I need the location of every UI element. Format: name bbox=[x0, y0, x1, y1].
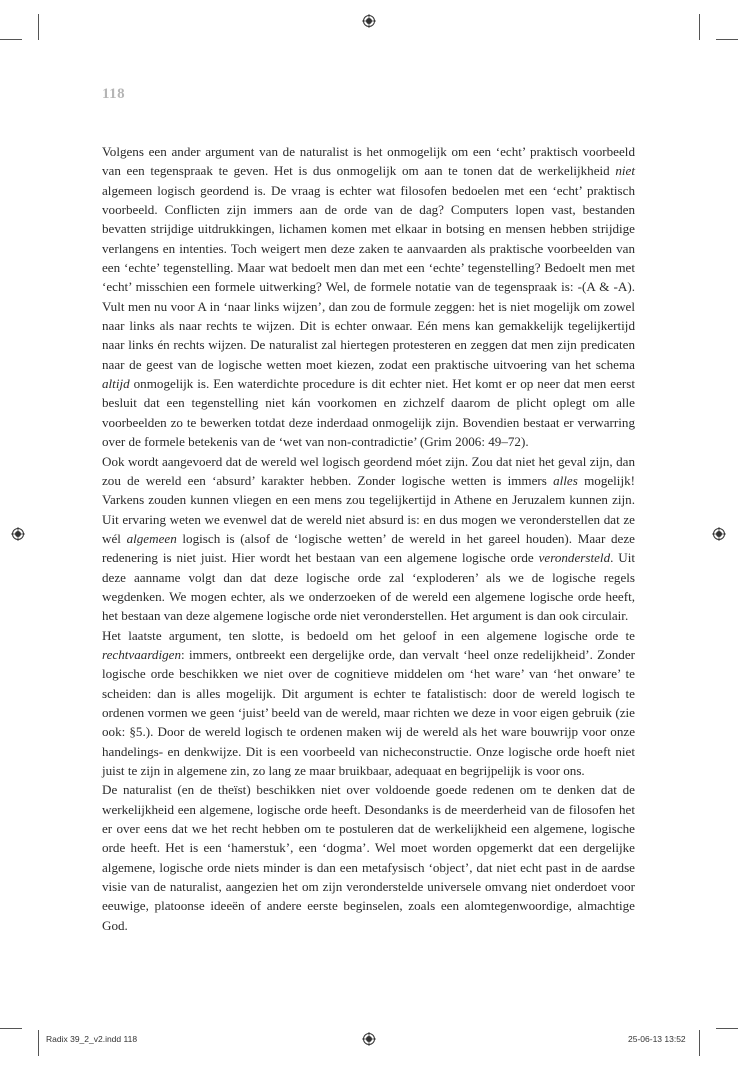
crop-mark-bottom-right-v bbox=[699, 1030, 700, 1056]
crop-mark-top-left-h bbox=[0, 39, 22, 40]
text-run: algemeen logisch geordend is. De vraag is echter wat filosofen bedoelen met een ‘echt’ praktisch voorbeeld. Conflicten zijn immers aan de orde van de dag? Computers lopen vast, bestanden bevatten strijdige uitdrukkingen, lichamen komen met elkaar in botsing en mensen hebben strijdige verlangens en intenties. Toch weigert men deze zaken te aanvaarden als praktische voorbeelden van een ‘echte’ tegenstelling. Maar wat bedoelt men dan met een ‘echte’ tegenstelling? Bedoelt men met ‘echt’ misschien een formele uitwerking? Wel, de formele notatie van de tegenspraak is: -(A & -A). Vult men nu voor A in ‘naar links wijzen’, dan zou de formule zeggen: het is niet mogelijk om zowel naar links als naar rechts te wijzen. Dit is echter onwaar. Eén mens kan gemakkelijk tegelijkertijd naar links én rechts wijzen. De naturalist zal hiertegen protesteren en zeggen dat men zijn predicaten naar de geest van de logische wetten moet kiezen, zodat een praktische uitvoering van het schema bbox=[102, 182, 635, 372]
paragraph bbox=[102, 780, 635, 935]
registration-mark-icon bbox=[712, 527, 726, 541]
registration-mark-icon bbox=[11, 527, 25, 541]
emphasis-text: altijd bbox=[102, 376, 130, 392]
crop-mark-top-left-v bbox=[38, 14, 39, 40]
paragraph bbox=[102, 626, 635, 781]
text-run: . Uit deze aanname volgt dan dat deze logische orde zal ‘exploderen’ als we de logische regels wegdenken. We mogen echter, als we onderzoeken of de wereld een algemene logische orde heeft, het bestaan van deze algemene logische orde niet veronderstellen. Het argument is dan ook circulair. bbox=[102, 550, 635, 624]
text-run: onmogelijk is. Een waterdichte procedure is dit echter niet. Het komt er op neer dat men eerst besluit dat een tegenstelling niet kán voorkomen en zichzelf daarom de plicht oplegt om alle voorbeelden zo te bewerken totdat deze inderdaad onmogelijk zijn. Bovendien bestaat er verwarring over de formele betekenis van de ‘wet van non-contradictie’ (Grim 2006: 49–72). bbox=[102, 376, 635, 450]
emphasis-text: verondersteld bbox=[538, 550, 611, 566]
registration-mark-icon bbox=[362, 14, 376, 28]
paragraph bbox=[102, 142, 635, 452]
text-run: Ook wordt aangevoerd dat de wereld wel logisch geordend móet zijn. Zou dat niet het geval zijn, dan zou de wereld een ‘absurd’ karakter hebben. Zonder logische wetten is immers bbox=[102, 453, 635, 488]
crop-mark-top-right-v bbox=[699, 14, 700, 40]
slug-date: 25-06-13 13:52 bbox=[628, 1034, 686, 1044]
text-run: De naturalist (en de theïst) beschikken niet over voldoende goede redenen om te denken dat de werkelijkheid een algemene, logische orde heeft. Desondanks is de meerderheid van de filosofen het er over eens dat we het recht hebben om te postuleren dat de werkelijkheid een algemene, logische orde heeft. Het is een ‘hamerstuk’, een ‘dogma’. Wel moet worden opgemerkt dat een dergelijke algemene, logische orde niets minder is dan een metafysisch ‘object’, dat niet echt past in de aardse visie van de naturalist, aangezien het om zijn veronderstelde universele omvang niet onderdoet voor eeuwige, platoonse ideeën of andere eerste beginselen, zoals een alomtegenwoordige, almachtige God. bbox=[102, 782, 635, 933]
text-run: Volgens een ander argument van de naturalist is het onmogelijk om een ‘echt’ praktisch voorbeeld van een tegenspraak te geven. Het is dus onmogelijk om aan te tonen dat de werkelijkheid bbox=[102, 144, 635, 179]
crop-mark-top-right-h bbox=[716, 39, 738, 40]
paragraph bbox=[102, 452, 635, 626]
emphasis-text: niet bbox=[615, 163, 635, 179]
crop-mark-bottom-left-h bbox=[0, 1028, 22, 1029]
text-run: logisch is (alsof de ‘logische wetten’ de wereld in het gareel houden). Maar deze redenering is niet juist. Hier wordt het bestaan van een algemene logische orde bbox=[102, 530, 635, 566]
text-run: : immers, ontbreekt een dergelijke orde, dan vervalt ‘heel onze redelijkheid’. Zonder logische orde beschikken we niet over de cognitieve middelen om ‘het ware’ van ‘het onware’ te scheiden: dan is alles mogelijk. Dit argument is echter te fatalistisch: door de wereld logisch te ordenen vormen we geen ‘juist’ beeld van de wereld, maar richten we deze in voor eigen gebruik (zie ook: §5.). Door de wereld logisch te ordenen maken wij de wereld als het ware bouwrijp voor onze handelings- en denkwijze. Dit is een voorbeeld van nicheconstructie. Onze logische orde hoeft niet juist te zijn in algemene zin, zo lang ze maar bruikbaar, adequaat en begrijpelijk is voor ons. bbox=[102, 646, 635, 778]
slug-file: Radix 39_2_v2.indd 118 bbox=[46, 1034, 138, 1044]
body-text bbox=[102, 142, 635, 935]
registration-mark-icon bbox=[362, 1032, 376, 1046]
emphasis-text: algemeen bbox=[126, 530, 177, 546]
page-number: 118 bbox=[102, 86, 126, 102]
crop-mark-bottom-left-v bbox=[38, 1030, 39, 1056]
text-run: mogelijk! Varkens zouden kunnen vliegen en een mens zou tegelijkertijd in Athene en Jeruzalem kunnen zijn. Uit ervaring weten we evenwel dat de wereld niet absurd is: en dus mogen we veronderstellen dat ze wél bbox=[102, 472, 635, 546]
crop-mark-bottom-right-h bbox=[716, 1028, 738, 1029]
emphasis-text: alles bbox=[553, 472, 578, 488]
text-run: Het laatste argument, ten slotte, is bedoeld om het geloof in een algemene logische orde te bbox=[102, 627, 635, 643]
emphasis-text: rechtvaardigen bbox=[102, 646, 182, 662]
